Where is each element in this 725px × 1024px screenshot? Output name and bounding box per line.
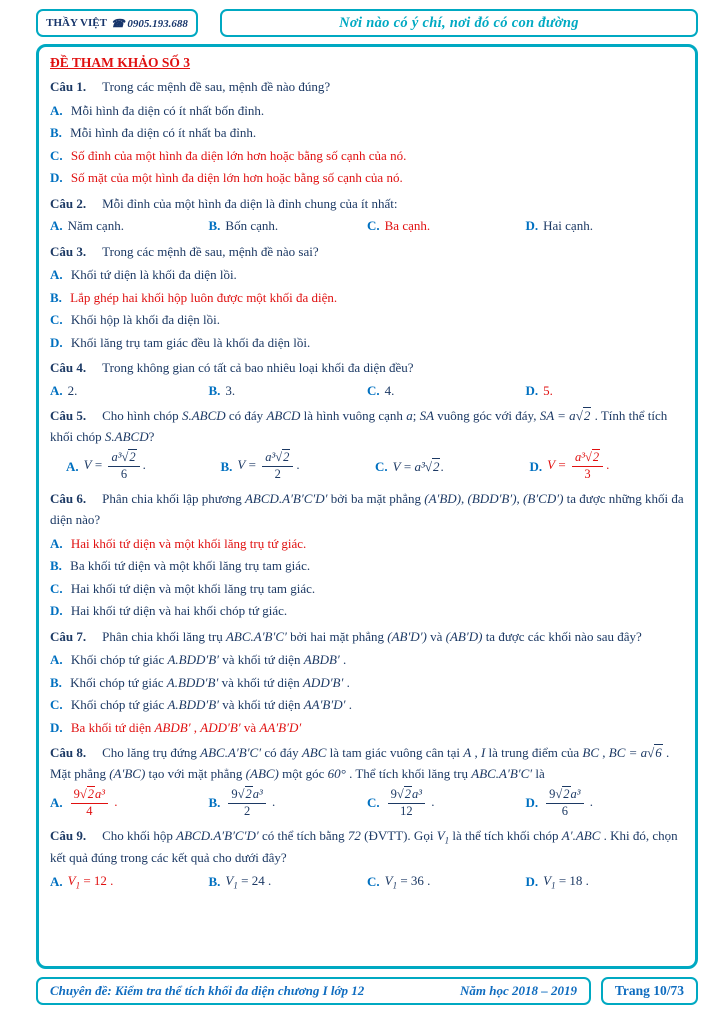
option-text: Mỗi hình đa diện có ít nhất bốn đỉnh. xyxy=(70,102,265,118)
answer-options xyxy=(50,216,684,236)
option-letter: A. xyxy=(50,267,63,283)
question-text: Cho khối hộp ABCD.A′B′C′D′ có thể tích bằng 72 (ĐVTT). Gọi $V_1$ là thể tích khối chóp A′.ABC . Khi đó, chọn kết quả đúng trong các kết quả cho dưới đây? xyxy=(50,828,678,866)
answer-options xyxy=(50,786,684,820)
answer-option xyxy=(50,786,209,820)
option-letter: A. xyxy=(50,218,63,234)
question xyxy=(50,627,684,738)
option-letter: D. xyxy=(50,603,63,618)
question-text: Phân chia khối lập phương ABCD.A′B′C′D′ bởi ba mặt phẳng (A′BD), (BDD′B′), (B′CD′) ta được những khối đa diện nào? xyxy=(50,491,684,527)
answer-options xyxy=(50,265,684,352)
option-text: $V_1 = 12$ . xyxy=(67,872,114,891)
option-text: V = $\frac{\text{a³√2}}{2}$ . xyxy=(237,450,300,481)
option-letter: A. xyxy=(50,652,63,668)
option-letter: A. xyxy=(50,102,63,118)
option-text: Hai khối tứ diện và hai khối chóp tứ giác. xyxy=(70,603,288,618)
answer-option xyxy=(367,381,526,401)
answer-option xyxy=(50,288,684,308)
option-text: $V_1 = 24$ . xyxy=(225,872,272,891)
option-letter: A. xyxy=(66,458,79,474)
option-letter: A. xyxy=(50,795,63,811)
answer-option xyxy=(526,381,685,401)
option-letter: B. xyxy=(50,558,62,573)
option-letter: B. xyxy=(208,795,221,811)
option-letter: D. xyxy=(50,719,63,735)
option-letter: C. xyxy=(375,458,388,474)
option-letter: A. xyxy=(50,873,63,889)
option-text: Bốn cạnh. xyxy=(225,218,279,234)
slogan-text: Nơi nào có ý chí, nơi đó có con đường xyxy=(339,14,579,31)
answer-option xyxy=(50,333,684,353)
option-text: Khối tứ diện là khối đa diện lồi. xyxy=(70,267,237,283)
option-text: Ba khối tứ diện ABDB′ , ADD′B′ và AA′B′D′ xyxy=(70,719,302,735)
answer-option xyxy=(209,871,368,893)
questions-list xyxy=(50,77,684,893)
option-text: 2. xyxy=(67,382,78,398)
answer-option xyxy=(526,871,685,893)
option-text: Khối chóp tứ giác A.BDD′B′ và khối tứ diện AA′B′D′ . xyxy=(70,697,352,713)
option-letter: A. xyxy=(50,535,63,551)
question-number: Câu 2. xyxy=(50,195,87,211)
option-text: 5. xyxy=(543,382,553,398)
option-letter: D. xyxy=(525,382,539,398)
answer-option xyxy=(50,381,209,401)
answer-option xyxy=(50,695,684,715)
option-letter: C. xyxy=(367,795,380,811)
option-letter: B. xyxy=(50,125,62,141)
answer-option xyxy=(50,146,684,166)
answer-option xyxy=(209,381,368,401)
question xyxy=(50,194,684,236)
question-text: Trong các mệnh đề sau, mệnh đề nào đúng? xyxy=(102,79,331,94)
question-stem xyxy=(50,489,684,530)
answer-option xyxy=(50,265,684,285)
question-text: Phân chia khối lăng trụ ABC.A′B′C′ bởi hai mặt phẳng (AB′D′) và (AB′D) ta được các khối nào sau đây? xyxy=(102,628,642,644)
option-text: V = $\frac{\text{a³√2}}{3}$ . xyxy=(547,450,610,481)
answer-option xyxy=(50,168,684,188)
answer-option xyxy=(530,449,685,483)
option-letter: A. xyxy=(50,382,63,398)
option-text: $\frac{\text{9√2a³}}{2}$ . xyxy=(225,786,275,820)
option-letter: C. xyxy=(50,312,63,328)
option-text: 4. xyxy=(384,382,395,398)
option-text: Số đỉnh của một hình đa diện lớn hơn hoặc bằng số cạnh của nó. xyxy=(70,147,407,163)
phone xyxy=(111,17,188,30)
answer-option xyxy=(367,871,526,893)
answer-option xyxy=(209,786,368,820)
option-text: Hai khối tứ diện và một khối lăng trụ tam giác. xyxy=(70,580,316,596)
option-letter: C. xyxy=(367,218,380,234)
answer-options xyxy=(50,650,684,737)
answer-option xyxy=(526,216,685,236)
answer-options xyxy=(50,449,684,483)
question-stem xyxy=(50,242,684,263)
answer-option xyxy=(50,718,684,738)
question-text: Cho lăng trụ đứng ABC.A′B′C′ có đáy ABC là tam giác vuông cân tại A , I là trung điểm của BC , BC = a√6 . Mặt phẳng (A′BC) tạo với mặt phẳng (ABC) một góc 60° . Thể tích khối lăng trụ ABC.A′B′C′ là xyxy=(50,745,670,781)
phone-number: 0905.193.688 xyxy=(127,17,188,30)
option-text: Hai cạnh. xyxy=(543,218,593,234)
answer-option xyxy=(367,216,526,236)
question xyxy=(50,826,684,892)
answer-options xyxy=(50,101,684,188)
option-text: Hai khối tứ diện và một khối lăng trụ tứ giác. xyxy=(70,535,307,551)
question xyxy=(50,743,684,820)
brand-box xyxy=(36,9,198,37)
question-number: Câu 7. xyxy=(50,628,87,644)
question-stem xyxy=(50,826,684,868)
question xyxy=(50,406,684,483)
question-text: Cho hình chóp S.ABCD có đáy ABCD là hình vuông cạnh a; SA vuông góc với đáy, SA = a√2 . Tính thể tích khối chóp S.ABCD? xyxy=(50,408,668,444)
option-text: Khối chóp tứ giác A.BDD′B′ và khối tứ diện ABDB′ . xyxy=(70,652,347,668)
question-stem xyxy=(50,627,684,648)
option-letter: B. xyxy=(208,382,221,398)
answer-option xyxy=(50,601,684,621)
option-text: 3. xyxy=(225,382,236,398)
question-text: Mỗi đỉnh của một hình đa diện là đỉnh chung của ít nhất: xyxy=(102,195,398,211)
question-text: Trong các mệnh đề sau, mệnh đề nào sai? xyxy=(102,243,319,259)
page-footer xyxy=(36,977,698,1005)
question-stem xyxy=(50,358,684,379)
option-letter: D. xyxy=(50,334,63,350)
answer-option xyxy=(209,216,368,236)
option-text: V = a³√2. xyxy=(392,458,444,474)
answer-option xyxy=(50,101,684,121)
question-stem xyxy=(50,743,684,784)
question xyxy=(50,489,684,620)
option-letter: D. xyxy=(525,218,539,234)
page-header xyxy=(36,9,698,37)
footer-info-box xyxy=(36,977,591,1005)
option-text: $\frac{\text{9√2a³}}{4}$ . xyxy=(68,786,118,820)
phone-icon: ☎ xyxy=(110,17,125,30)
answer-option xyxy=(526,786,685,820)
brand-name: THẦY VIỆT xyxy=(46,17,107,29)
option-letter: C. xyxy=(367,873,380,889)
option-text: $V_1 = 36$ . xyxy=(384,872,431,891)
option-text: $\frac{\text{9√2a³}}{6}$ . xyxy=(543,786,593,820)
question-stem xyxy=(50,194,684,215)
option-text: Ba khối tứ diện và một khối lăng trụ tam giác. xyxy=(70,558,311,573)
question xyxy=(50,242,684,353)
question-number: Câu 4. xyxy=(50,360,87,376)
question-number: Câu 6. xyxy=(50,491,87,507)
answer-options xyxy=(50,871,684,893)
answer-option xyxy=(50,216,209,236)
exam-sheet xyxy=(36,44,698,969)
question-number: Câu 9. xyxy=(50,828,87,844)
answer-option xyxy=(66,449,221,483)
question-stem xyxy=(50,77,684,98)
answer-option xyxy=(50,310,684,330)
option-text: Khối chóp tứ giác A.BDD′B′ và khối tứ diện ADD′B′ . xyxy=(70,674,350,690)
slogan-box xyxy=(220,9,698,37)
option-letter: C. xyxy=(367,382,380,398)
footer-topic: Chuyên đề: Kiểm tra thể tích khối đa diện chương I lớp 12 xyxy=(50,983,365,998)
page-number: Trang 10/73 xyxy=(614,983,685,998)
question xyxy=(50,358,684,400)
option-letter: C. xyxy=(50,580,63,596)
option-text: Năm cạnh. xyxy=(67,218,124,234)
option-text: Ba cạnh. xyxy=(384,218,431,234)
answer-option xyxy=(50,556,684,576)
question xyxy=(50,77,684,188)
answer-option xyxy=(221,449,376,483)
option-text: Lắp ghép hai khối hộp luôn được một khối đa diện. xyxy=(70,289,338,305)
option-letter: B. xyxy=(208,218,221,234)
answer-options xyxy=(50,381,684,401)
footer-year: Năm học 2018 – 2019 xyxy=(460,983,577,998)
option-letter: D. xyxy=(525,795,539,811)
answer-option xyxy=(50,673,684,693)
answer-option xyxy=(375,457,530,477)
exam-title: ĐỀ THAM KHẢO SỐ 3 xyxy=(50,55,191,70)
option-text: $\frac{\text{9√2a³}}{12}$ . xyxy=(385,786,435,820)
question-stem xyxy=(50,406,684,447)
option-letter: D. xyxy=(50,170,63,186)
option-text: V = $\frac{\text{a³√2}}{6}$ . xyxy=(83,450,146,481)
option-text: Khối lăng trụ tam giác đều là khối đa diện lồi. xyxy=(70,334,311,350)
option-letter: D. xyxy=(529,458,543,474)
answer-option xyxy=(50,650,684,670)
answer-option xyxy=(50,534,684,554)
answer-option xyxy=(50,871,209,893)
page-number-box xyxy=(601,977,698,1005)
answer-options xyxy=(50,534,684,621)
answer-option xyxy=(50,123,684,143)
option-text: Số mặt của một hình đa diện lớn hơn hoặc bằng số cạnh của nó. xyxy=(70,170,403,186)
option-letter: C. xyxy=(50,697,63,713)
option-text: $V_1 = 18$ . xyxy=(543,872,589,891)
answer-option xyxy=(50,579,684,599)
option-text: Khối hộp là khối đa diện lồi. xyxy=(70,312,221,328)
question-number: Câu 1. xyxy=(50,79,87,94)
option-letter: B. xyxy=(50,674,62,690)
question-text: Trong không gian có tất cả bao nhiêu loại khối đa diện đều? xyxy=(102,360,414,376)
question-number: Câu 3. xyxy=(50,243,87,259)
option-text: Mỗi hình đa diện có ít nhất ba đỉnh. xyxy=(70,125,257,141)
option-letter: B. xyxy=(50,289,62,305)
question-number: Câu 5. xyxy=(50,408,87,424)
question-number: Câu 8. xyxy=(50,745,87,761)
option-letter: D. xyxy=(525,873,539,889)
option-letter: C. xyxy=(50,147,63,163)
option-letter: B. xyxy=(208,873,221,889)
answer-option xyxy=(367,786,526,820)
option-letter: B. xyxy=(220,458,233,474)
